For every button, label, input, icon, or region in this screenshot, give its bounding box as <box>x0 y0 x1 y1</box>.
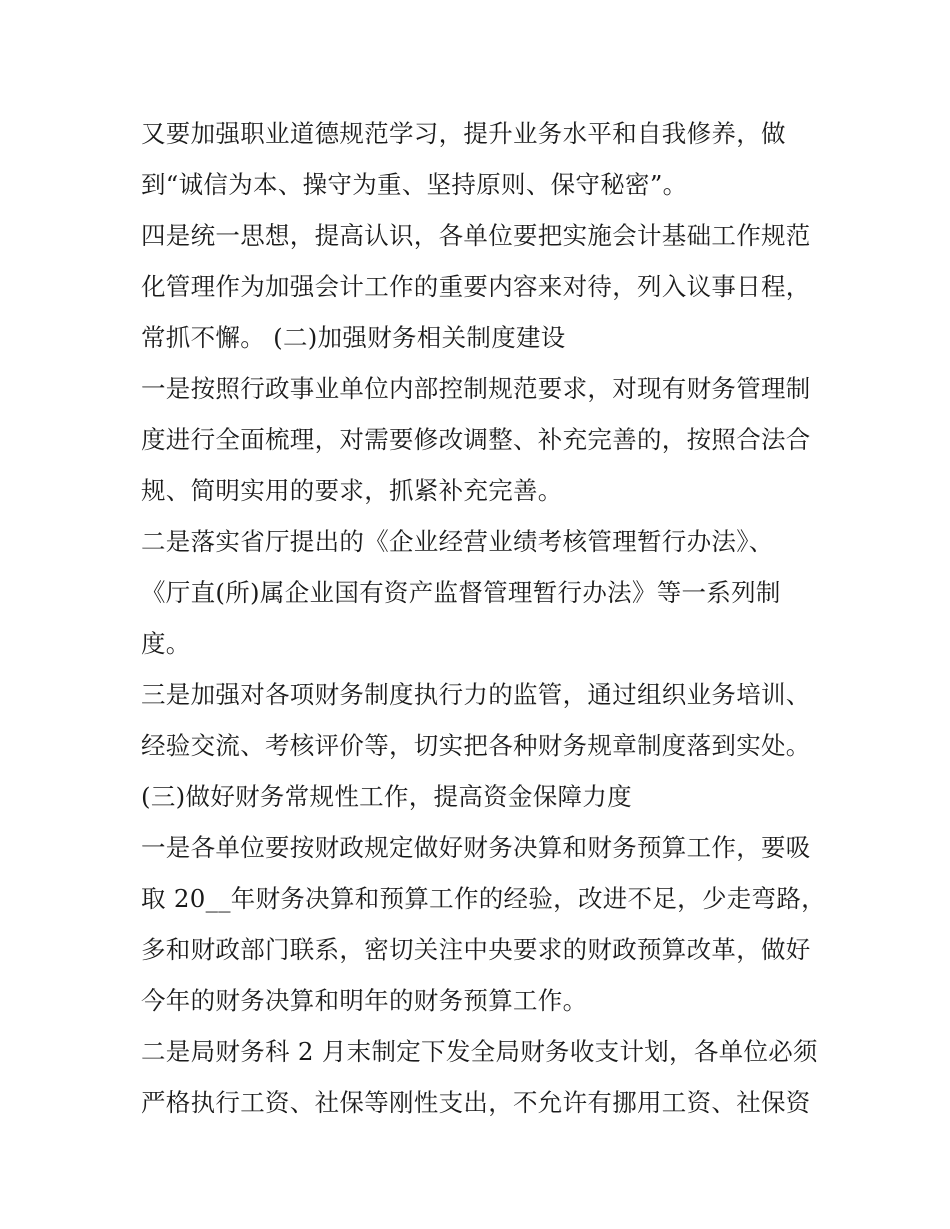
text-line: 四是统一思想，提高认识，各单位要把实施会计基础工作规范 <box>141 221 811 250</box>
text-line: 多和财政部门联系，密切关注中央要求的财政预算改革，做好 <box>141 935 811 964</box>
text-line: 《厅直(所)属企业国有资产监督管理暂行办法》等一系列制 <box>141 578 781 607</box>
document-body <box>141 108 826 1128</box>
text-line: 取 20__年财务决算和预算工作的经验，改进不足，少走弯路， <box>141 884 826 913</box>
text-line: 一是各单位要按财政规定做好财务决算和财务预算工作，要吸 <box>141 833 811 862</box>
text-line: 三是加强对各项财务制度执行力的监管，通过组织业务培训、 <box>141 680 811 709</box>
text-line: 又要加强职业道德规范学习，提升业务水平和自我修养，做 <box>141 119 786 148</box>
text-line: 度进行全面梳理，对需要修改调整、补充完善的，按照合法合 <box>141 425 811 454</box>
text-line: (三)做好财务常规性工作，提高资金保障力度 <box>141 782 632 811</box>
text-line: 规、简明实用的要求，抓紧补充完善。 <box>141 476 563 505</box>
text-line: 经验交流、考核评价等，切实把各种财务规章制度落到实处。 <box>141 731 811 760</box>
text-line: 常抓不懈。 (二)加强财务相关制度建设 <box>141 323 566 352</box>
text-line: 今年的财务决算和明年的财务预算工作。 <box>141 986 588 1015</box>
text-line: 度。 <box>141 629 191 658</box>
text-line: 到“诚信为本、操守为重、坚持原则、保守秘密”。 <box>141 170 688 199</box>
text-line: 化管理作为加强会计工作的重要内容来对待，列入议事日程， <box>141 272 811 301</box>
text-line: 一是按照行政事业单位内部控制规范要求，对现有财务管理制 <box>141 374 811 403</box>
text-line: 二是落实省厅提出的《企业经营业绩考核管理暂行办法》、 <box>141 527 774 556</box>
text-line: 二是局财务科 2 月末制定下发全局财务收支计划，各单位必须 <box>141 1037 818 1066</box>
text-line: 严格执行工资、社保等刚性支出，不允许有挪用工资、社保资 <box>141 1088 811 1117</box>
